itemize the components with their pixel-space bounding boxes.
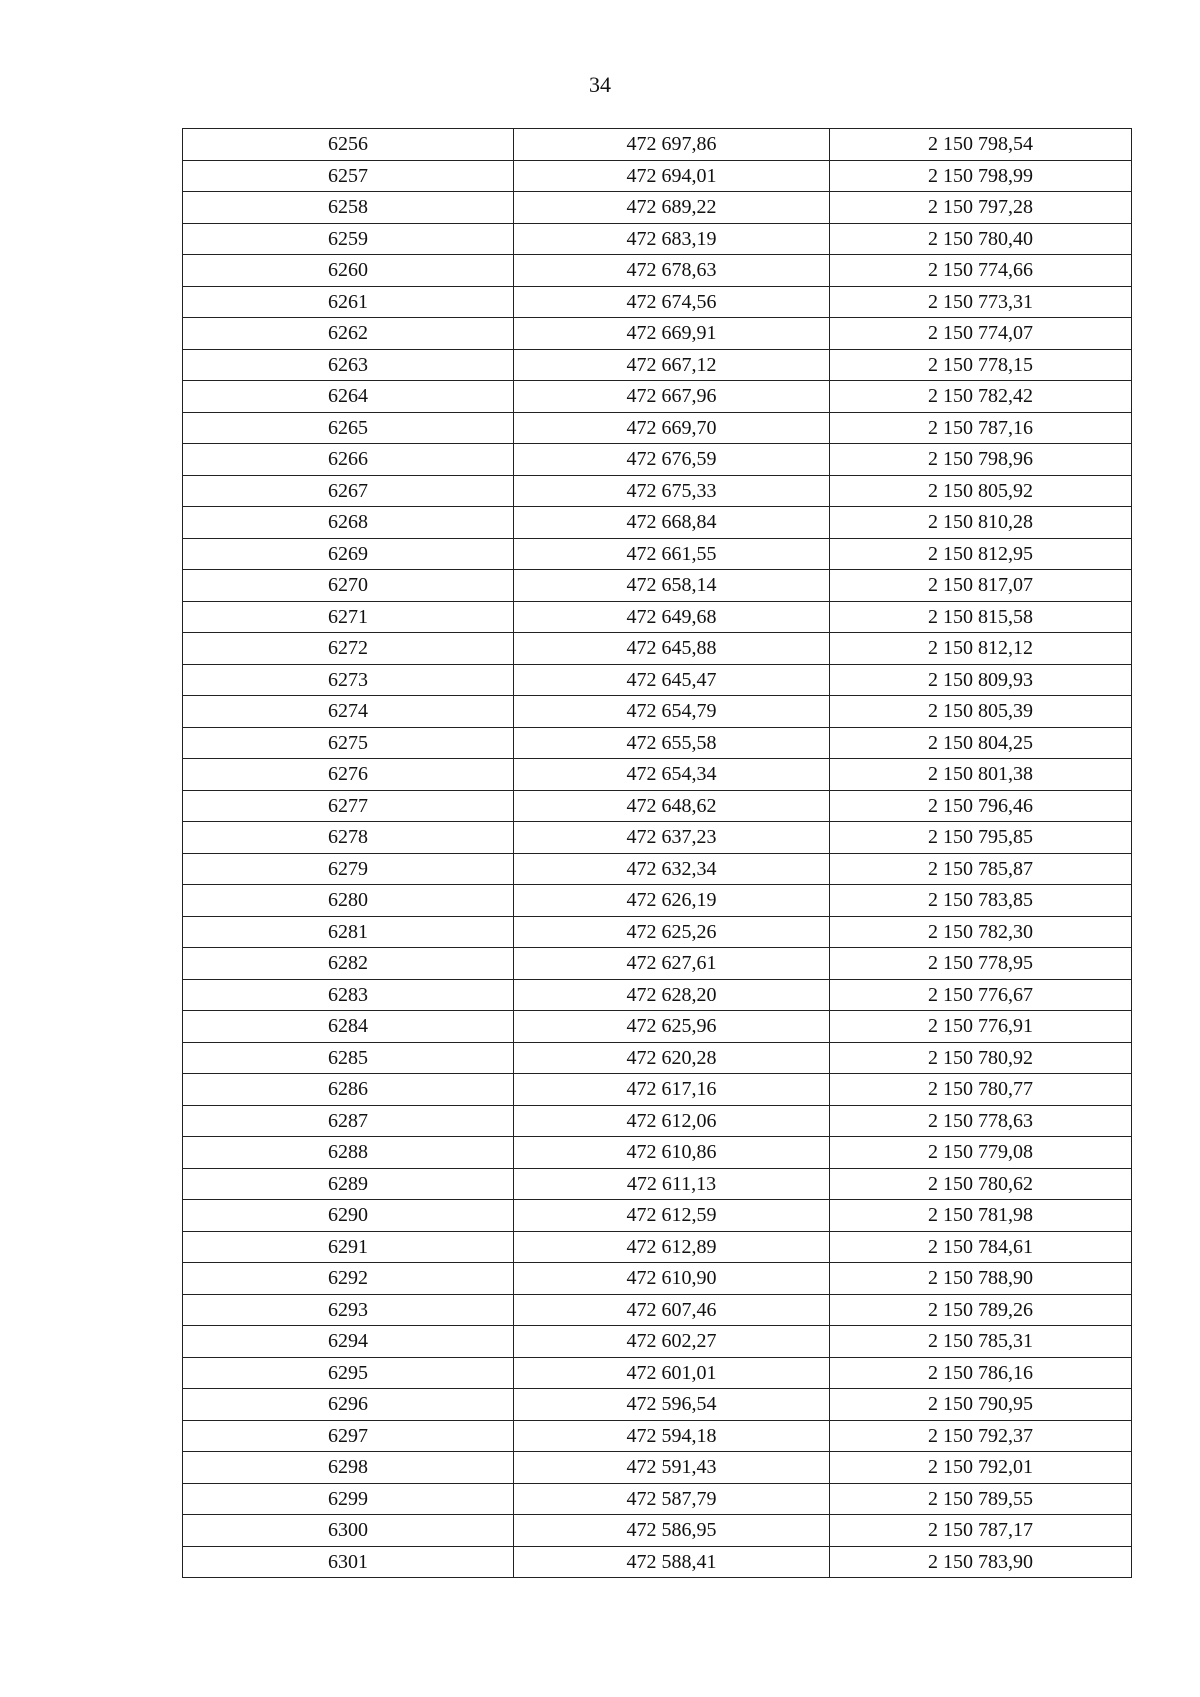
table-row: [183, 1042, 1132, 1074]
point-number-cell: 6282: [183, 948, 514, 980]
y-coordinate-cell: 2 150 798,96: [830, 444, 1132, 476]
y-coordinate-cell: 2 150 801,38: [830, 759, 1132, 791]
table-row: [183, 1389, 1132, 1421]
table-row: [183, 255, 1132, 287]
table-row: [183, 759, 1132, 791]
y-coordinate-cell: 2 150 795,85: [830, 822, 1132, 854]
x-coordinate-cell: 472 667,12: [514, 349, 830, 381]
x-coordinate-cell: 472 697,86: [514, 129, 830, 161]
point-number-cell: 6275: [183, 727, 514, 759]
x-coordinate-cell: 472 588,41: [514, 1546, 830, 1578]
table-row: [183, 538, 1132, 570]
table-row: [183, 570, 1132, 602]
point-number-cell: 6269: [183, 538, 514, 570]
table-row: [183, 475, 1132, 507]
point-number-cell: 6301: [183, 1546, 514, 1578]
table-row: [183, 1515, 1132, 1547]
point-number-cell: 6264: [183, 381, 514, 413]
y-coordinate-cell: 2 150 792,37: [830, 1420, 1132, 1452]
y-coordinate-cell: 2 150 782,30: [830, 916, 1132, 948]
table-row: [183, 129, 1132, 161]
y-coordinate-cell: 2 150 773,31: [830, 286, 1132, 318]
point-number-cell: 6278: [183, 822, 514, 854]
y-coordinate-cell: 2 150 809,93: [830, 664, 1132, 696]
point-number-cell: 6285: [183, 1042, 514, 1074]
point-number-cell: 6258: [183, 192, 514, 224]
x-coordinate-cell: 472 654,79: [514, 696, 830, 728]
x-coordinate-cell: 472 612,06: [514, 1105, 830, 1137]
x-coordinate-cell: 472 661,55: [514, 538, 830, 570]
coordinates-table: [182, 128, 1132, 1578]
table-row: [183, 444, 1132, 476]
y-coordinate-cell: 2 150 787,17: [830, 1515, 1132, 1547]
point-number-cell: 6268: [183, 507, 514, 539]
x-coordinate-cell: 472 668,84: [514, 507, 830, 539]
y-coordinate-cell: 2 150 783,90: [830, 1546, 1132, 1578]
y-coordinate-cell: 2 150 810,28: [830, 507, 1132, 539]
table-row: [183, 601, 1132, 633]
x-coordinate-cell: 472 674,56: [514, 286, 830, 318]
x-coordinate-cell: 472 667,96: [514, 381, 830, 413]
y-coordinate-cell: 2 150 817,07: [830, 570, 1132, 602]
point-number-cell: 6294: [183, 1326, 514, 1358]
x-coordinate-cell: 472 601,01: [514, 1357, 830, 1389]
point-number-cell: 6267: [183, 475, 514, 507]
y-coordinate-cell: 2 150 780,77: [830, 1074, 1132, 1106]
coordinates-table-body: [183, 129, 1132, 1578]
x-coordinate-cell: 472 612,59: [514, 1200, 830, 1232]
x-coordinate-cell: 472 610,90: [514, 1263, 830, 1295]
x-coordinate-cell: 472 587,79: [514, 1483, 830, 1515]
point-number-cell: 6289: [183, 1168, 514, 1200]
table-row: [183, 822, 1132, 854]
table-row: [183, 160, 1132, 192]
point-number-cell: 6299: [183, 1483, 514, 1515]
point-number-cell: 6290: [183, 1200, 514, 1232]
x-coordinate-cell: 472 648,62: [514, 790, 830, 822]
point-number-cell: 6276: [183, 759, 514, 791]
table-row: [183, 286, 1132, 318]
point-number-cell: 6272: [183, 633, 514, 665]
x-coordinate-cell: 472 632,34: [514, 853, 830, 885]
y-coordinate-cell: 2 150 797,28: [830, 192, 1132, 224]
point-number-cell: 6266: [183, 444, 514, 476]
x-coordinate-cell: 472 607,46: [514, 1294, 830, 1326]
point-number-cell: 6293: [183, 1294, 514, 1326]
x-coordinate-cell: 472 669,91: [514, 318, 830, 350]
point-number-cell: 6288: [183, 1137, 514, 1169]
x-coordinate-cell: 472 612,89: [514, 1231, 830, 1263]
table-row: [183, 1011, 1132, 1043]
table-row: [183, 1294, 1132, 1326]
table-row: [183, 916, 1132, 948]
y-coordinate-cell: 2 150 788,90: [830, 1263, 1132, 1295]
y-coordinate-cell: 2 150 782,42: [830, 381, 1132, 413]
point-number-cell: 6265: [183, 412, 514, 444]
y-coordinate-cell: 2 150 804,25: [830, 727, 1132, 759]
x-coordinate-cell: 472 594,18: [514, 1420, 830, 1452]
y-coordinate-cell: 2 150 805,39: [830, 696, 1132, 728]
point-number-cell: 6270: [183, 570, 514, 602]
y-coordinate-cell: 2 150 792,01: [830, 1452, 1132, 1484]
y-coordinate-cell: 2 150 798,99: [830, 160, 1132, 192]
x-coordinate-cell: 472 675,33: [514, 475, 830, 507]
page-number: 34: [589, 72, 611, 97]
table-row: [183, 1074, 1132, 1106]
point-number-cell: 6260: [183, 255, 514, 287]
table-row: [183, 948, 1132, 980]
table-row: [183, 1137, 1132, 1169]
y-coordinate-cell: 2 150 776,91: [830, 1011, 1132, 1043]
y-coordinate-cell: 2 150 783,85: [830, 885, 1132, 917]
x-coordinate-cell: 472 596,54: [514, 1389, 830, 1421]
y-coordinate-cell: 2 150 812,12: [830, 633, 1132, 665]
point-number-cell: 6279: [183, 853, 514, 885]
table-row: [183, 1420, 1132, 1452]
point-number-cell: 6271: [183, 601, 514, 633]
x-coordinate-cell: 472 591,43: [514, 1452, 830, 1484]
table-row: [183, 1357, 1132, 1389]
x-coordinate-cell: 472 694,01: [514, 160, 830, 192]
x-coordinate-cell: 472 625,96: [514, 1011, 830, 1043]
x-coordinate-cell: 472 669,70: [514, 412, 830, 444]
table-row: [183, 664, 1132, 696]
point-number-cell: 6281: [183, 916, 514, 948]
point-number-cell: 6257: [183, 160, 514, 192]
x-coordinate-cell: 472 625,26: [514, 916, 830, 948]
x-coordinate-cell: 472 658,14: [514, 570, 830, 602]
x-coordinate-cell: 472 645,88: [514, 633, 830, 665]
x-coordinate-cell: 472 626,19: [514, 885, 830, 917]
point-number-cell: 6295: [183, 1357, 514, 1389]
x-coordinate-cell: 472 620,28: [514, 1042, 830, 1074]
table-row: [183, 1546, 1132, 1578]
x-coordinate-cell: 472 611,13: [514, 1168, 830, 1200]
point-number-cell: 6259: [183, 223, 514, 255]
table-row: [183, 790, 1132, 822]
y-coordinate-cell: 2 150 780,40: [830, 223, 1132, 255]
y-coordinate-cell: 2 150 798,54: [830, 129, 1132, 161]
x-coordinate-cell: 472 683,19: [514, 223, 830, 255]
y-coordinate-cell: 2 150 789,26: [830, 1294, 1132, 1326]
y-coordinate-cell: 2 150 778,63: [830, 1105, 1132, 1137]
point-number-cell: 6261: [183, 286, 514, 318]
y-coordinate-cell: 2 150 789,55: [830, 1483, 1132, 1515]
y-coordinate-cell: 2 150 812,95: [830, 538, 1132, 570]
x-coordinate-cell: 472 627,61: [514, 948, 830, 980]
y-coordinate-cell: 2 150 805,92: [830, 475, 1132, 507]
x-coordinate-cell: 472 689,22: [514, 192, 830, 224]
table-row: [183, 192, 1132, 224]
table-row: [183, 1105, 1132, 1137]
point-number-cell: 6280: [183, 885, 514, 917]
table-row: [183, 1263, 1132, 1295]
y-coordinate-cell: 2 150 778,15: [830, 349, 1132, 381]
point-number-cell: 6273: [183, 664, 514, 696]
y-coordinate-cell: 2 150 790,95: [830, 1389, 1132, 1421]
x-coordinate-cell: 472 586,95: [514, 1515, 830, 1547]
y-coordinate-cell: 2 150 776,67: [830, 979, 1132, 1011]
point-number-cell: 6300: [183, 1515, 514, 1547]
y-coordinate-cell: 2 150 796,46: [830, 790, 1132, 822]
table-row: [183, 1200, 1132, 1232]
table-row: [183, 1452, 1132, 1484]
point-number-cell: 6286: [183, 1074, 514, 1106]
table-row: [183, 507, 1132, 539]
x-coordinate-cell: 472 610,86: [514, 1137, 830, 1169]
x-coordinate-cell: 472 645,47: [514, 664, 830, 696]
x-coordinate-cell: 472 654,34: [514, 759, 830, 791]
table-row: [183, 1326, 1132, 1358]
point-number-cell: 6292: [183, 1263, 514, 1295]
table-row: [183, 412, 1132, 444]
point-number-cell: 6287: [183, 1105, 514, 1137]
x-coordinate-cell: 472 637,23: [514, 822, 830, 854]
y-coordinate-cell: 2 150 774,07: [830, 318, 1132, 350]
point-number-cell: 6274: [183, 696, 514, 728]
point-number-cell: 6297: [183, 1420, 514, 1452]
table-row: [183, 979, 1132, 1011]
y-coordinate-cell: 2 150 785,87: [830, 853, 1132, 885]
point-number-cell: 6262: [183, 318, 514, 350]
y-coordinate-cell: 2 150 784,61: [830, 1231, 1132, 1263]
x-coordinate-cell: 472 617,16: [514, 1074, 830, 1106]
point-number-cell: 6296: [183, 1389, 514, 1421]
table-row: [183, 223, 1132, 255]
y-coordinate-cell: 2 150 778,95: [830, 948, 1132, 980]
point-number-cell: 6298: [183, 1452, 514, 1484]
point-number-cell: 6277: [183, 790, 514, 822]
table-row: [183, 633, 1132, 665]
table-row: [183, 1168, 1132, 1200]
table-row: [183, 1231, 1132, 1263]
table-row: [183, 853, 1132, 885]
point-number-cell: 6284: [183, 1011, 514, 1043]
table-row: [183, 318, 1132, 350]
table-row: [183, 727, 1132, 759]
table-row: [183, 381, 1132, 413]
y-coordinate-cell: 2 150 785,31: [830, 1326, 1132, 1358]
y-coordinate-cell: 2 150 781,98: [830, 1200, 1132, 1232]
x-coordinate-cell: 472 678,63: [514, 255, 830, 287]
table-row: [183, 885, 1132, 917]
y-coordinate-cell: 2 150 786,16: [830, 1357, 1132, 1389]
point-number-cell: 6263: [183, 349, 514, 381]
x-coordinate-cell: 472 602,27: [514, 1326, 830, 1358]
x-coordinate-cell: 472 655,58: [514, 727, 830, 759]
y-coordinate-cell: 2 150 779,08: [830, 1137, 1132, 1169]
table-row: [183, 696, 1132, 728]
y-coordinate-cell: 2 150 780,92: [830, 1042, 1132, 1074]
x-coordinate-cell: 472 628,20: [514, 979, 830, 1011]
y-coordinate-cell: 2 150 815,58: [830, 601, 1132, 633]
y-coordinate-cell: 2 150 774,66: [830, 255, 1132, 287]
x-coordinate-cell: 472 676,59: [514, 444, 830, 476]
x-coordinate-cell: 472 649,68: [514, 601, 830, 633]
y-coordinate-cell: 2 150 787,16: [830, 412, 1132, 444]
point-number-cell: 6291: [183, 1231, 514, 1263]
point-number-cell: 6283: [183, 979, 514, 1011]
table-row: [183, 349, 1132, 381]
point-number-cell: 6256: [183, 129, 514, 161]
table-row: [183, 1483, 1132, 1515]
y-coordinate-cell: 2 150 780,62: [830, 1168, 1132, 1200]
